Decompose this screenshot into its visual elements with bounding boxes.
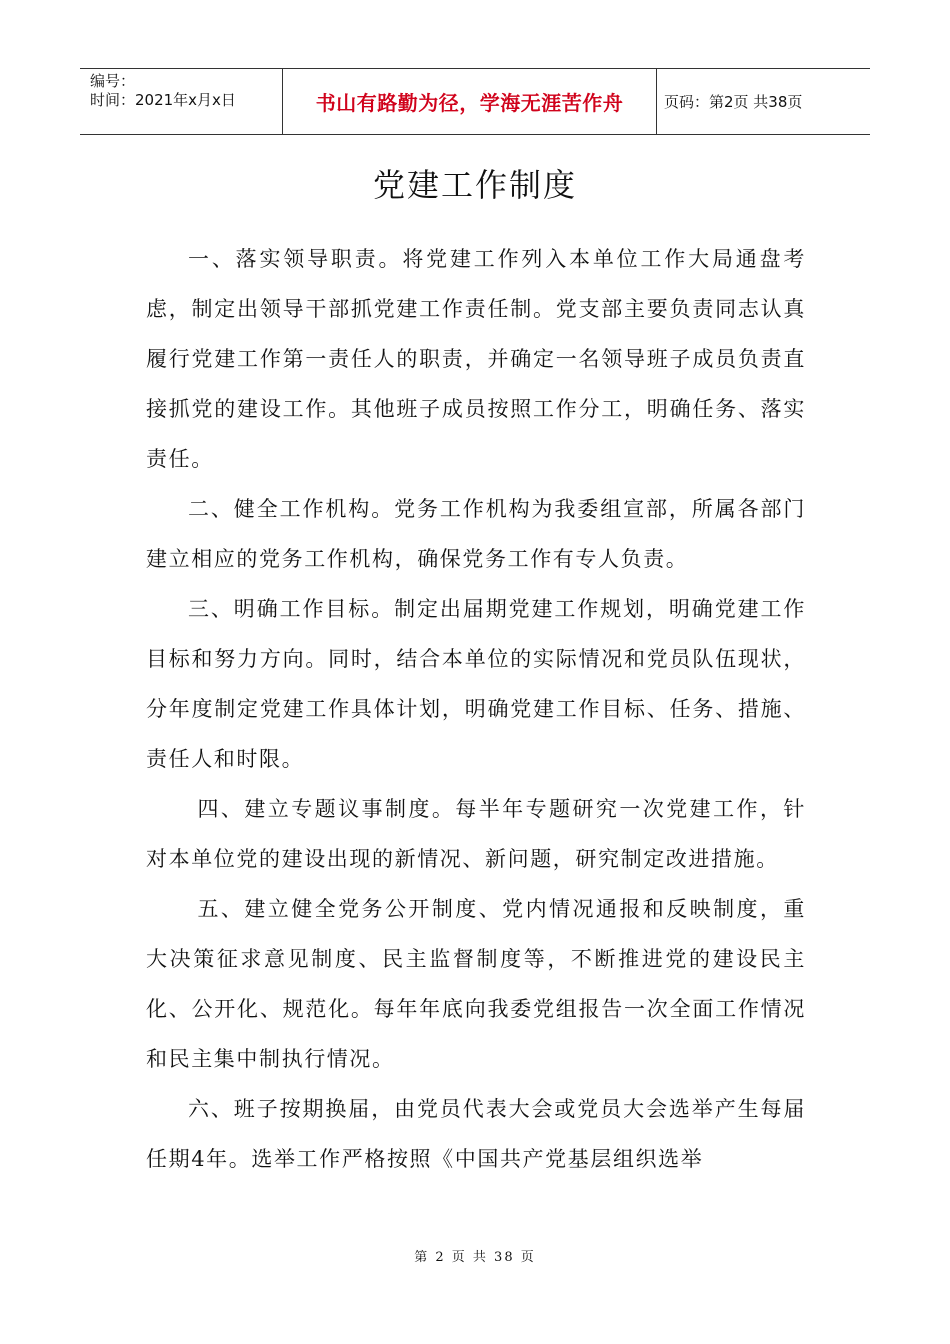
header-meta-cell — [80, 69, 283, 134]
header-motto-cell — [283, 69, 657, 134]
header-page-info: 页码：第2页 共38页 — [664, 93, 803, 111]
paragraph-5: 五、建立健全党务公开制度、党内情况通报和反映制度，重大决策征求意见制度、民主监督制度等，不断推进党的建设民主化、公开化、规范化。每年年底向我委党组报告一次全面工作情况和民主集中制执行情况。 — [146, 897, 806, 1071]
document-title: 党建工作制度 — [372, 166, 577, 204]
paragraph-1: 一、落实领导职责。将党建工作列入本单位工作大局通盘考虑，制定出领导干部抓党建工作责任制。党支部主要负责同志认真履行党建工作第一责任人的职责，并确定一名领导班子成员负责直接抓党的建设工作。其他班子成员按照工作分工，明确任务、落实责任。 — [146, 247, 806, 471]
paragraph-2: 二、健全工作机构。党务工作机构为我委组宣部，所属各部门建立相应的党务工作机构，确保党务工作有专人负责。 — [146, 497, 806, 571]
header-page-cell — [657, 69, 870, 134]
page-footer: 第 2 页 共 38 页 — [414, 1250, 536, 1265]
document-date-label: 时间：2021年x月x日 — [90, 91, 236, 109]
header-table — [80, 68, 870, 135]
header-motto: 书山有路勤为径，学海无涯苦作舟 — [315, 91, 624, 115]
document-number-label: 编号： — [90, 72, 136, 90]
paragraph-3: 三、明确工作目标。制定出届期党建工作规划，明确党建工作目标和努力方向。同时，结合本单位的实际情况和党员队伍现状，分年度制定党建工作具体计划，明确党建工作目标、任务、措施、责任人和时限。 — [146, 597, 806, 771]
document-body — [146, 234, 806, 1184]
paragraph-4: 四、建立专题议事制度。每半年专题研究一次党建工作，针对本单位党的建设出现的新情况、新问题，研究制定改进措施。 — [146, 797, 806, 871]
paragraph-6: 六、班子按期换届，由党员代表大会或党员大会选举产生每届任期4年。选举工作严格按照《中国共产党基层组织选举 — [146, 1097, 806, 1171]
